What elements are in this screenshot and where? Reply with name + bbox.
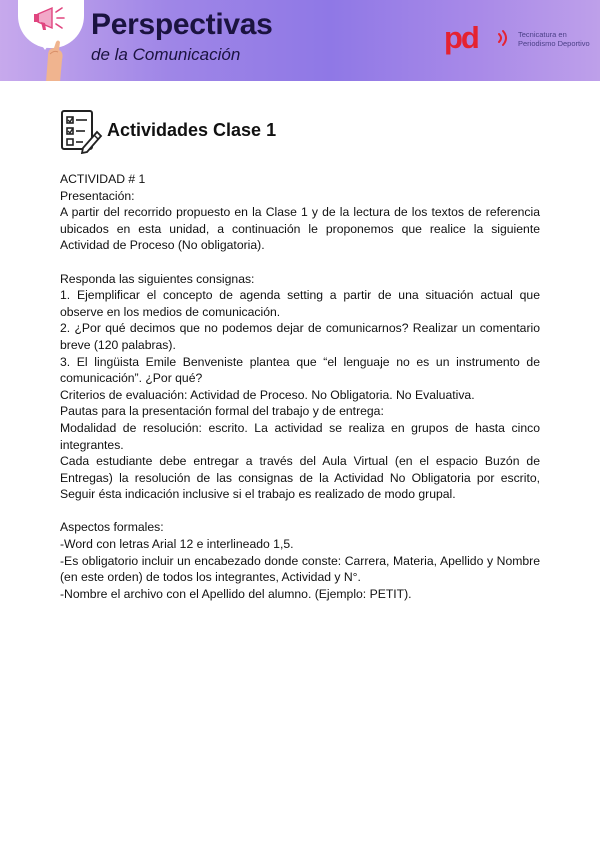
paragraph-gap bbox=[60, 254, 540, 271]
section-title: Actividades Clase 1 bbox=[107, 120, 277, 140]
signal-waves-icon bbox=[496, 29, 510, 47]
activity-content bbox=[60, 171, 540, 602]
brand-subtitle: de la Comunicación bbox=[91, 45, 241, 64]
logo-tagline-line1: Tecnicatura en bbox=[518, 30, 567, 39]
megaphone-icon bbox=[30, 2, 74, 36]
activity-label: ACTIVIDAD # 1 bbox=[60, 172, 146, 186]
presentation-text: A partir del recorrido propuesto en la Clase 1 y de la lectura de los textos de referencia ubicados en esta unidad, a continuación le proponemos que realice la siguiente Actividad de Proceso (No obligatoria). bbox=[60, 205, 540, 253]
formal-aspect-1: -Word con letras Arial 12 e interlineado 1,5. bbox=[60, 537, 294, 552]
delivery-instructions: Cada estudiante debe entregar a través del Aula Virtual (en el espacio Buzón de Entregas) la resolución de las consignas de la Actividad No Obligatoria por escrito, Seguir ésta indicación inclusive si el trabajo es realizado de modo grupal. bbox=[60, 454, 540, 502]
pd-logo: pd bbox=[444, 20, 478, 55]
instructions-intro: Responda las siguientes consignas: bbox=[60, 271, 255, 286]
brand-title: Perspectivas bbox=[91, 8, 273, 41]
header-banner bbox=[0, 0, 600, 81]
paragraph-gap bbox=[60, 503, 540, 520]
instruction-item-3: 3. El lingüista Emile Benveniste plantea que “el lenguaje no es un instrumento de comunicación”. ¿Por qué? bbox=[60, 354, 540, 386]
formal-aspects-title: Aspectos formales: bbox=[60, 520, 164, 535]
checklist-clipboard-icon bbox=[59, 108, 103, 154]
presentation-label: Presentación: bbox=[60, 188, 135, 203]
logo-tagline bbox=[518, 30, 590, 48]
guidelines-title: Pautas para la presentación formal del trabajo y de entrega: bbox=[60, 404, 384, 419]
instruction-item-2: 2. ¿Por qué decimos que no podemos dejar de comunicarnos? Realizar un comentario breve (120 palabras). bbox=[60, 321, 540, 352]
resolution-modality: Modalidad de resolución: escrito. La actividad se realiza en grupos de hasta cinco integrantes. bbox=[60, 420, 540, 452]
formal-aspect-3: -Nombre el archivo con el Apellido del alumno. (Ejemplo: PETIT). bbox=[60, 586, 412, 601]
instruction-item-1: 1. Ejemplificar el concepto de agenda setting a partir de una situación actual que observe en los medios de comunicación. bbox=[60, 288, 540, 319]
formal-aspect-2: -Es obligatorio incluir un encabezado donde conste: Carrera, Materia, Apellido y Nombre (en este orden) de todos los integrantes, Actividad y N°. bbox=[60, 553, 540, 585]
evaluation-criteria: Criterios de evaluación: Actividad de Proceso. No Obligatoria. No Evaluativa. bbox=[60, 387, 475, 402]
hand-icon bbox=[40, 38, 70, 81]
logo-tagline-line2: Periodismo Deportivo bbox=[518, 39, 590, 48]
